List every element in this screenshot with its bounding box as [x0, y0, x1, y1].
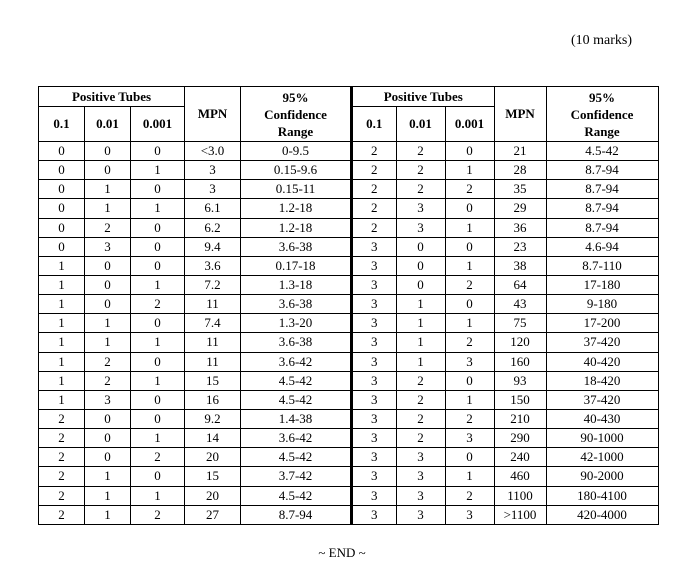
tubes-0.01-cell: 2: [396, 409, 445, 428]
positive-tubes-header: Positive Tubes: [39, 87, 185, 107]
confidence-range-cell: 4.6-94: [546, 237, 658, 256]
tubes-0.1-cell: 3: [353, 390, 396, 409]
mpn-cell: 150: [494, 390, 546, 409]
confidence-range-cell: 90-1000: [546, 429, 658, 448]
tubes-0.001-cell: 2: [445, 409, 494, 428]
confidence-range-cell: 4.5-42: [241, 371, 352, 390]
tubes-0.1-cell: 2: [39, 429, 85, 448]
tubes-0.001-cell: 1: [445, 256, 494, 275]
ci-header-line2: Confidence: [264, 106, 327, 122]
mpn-cell: 9.2: [185, 409, 241, 428]
confidence-range-cell: 37-420: [546, 333, 658, 352]
table-row: [353, 180, 658, 199]
tubes-0.001-cell: 1: [131, 371, 185, 390]
table-row: [353, 409, 658, 428]
positive-tubes-header: Positive Tubes: [353, 87, 494, 107]
tubes-0.01-cell: 3: [396, 467, 445, 486]
tubes-0.01-cell: 1: [85, 199, 131, 218]
table-row: [39, 409, 352, 428]
table-row: [353, 486, 658, 505]
tubes-0.001-cell: 0: [131, 352, 185, 371]
tubes-0.1-cell: 2: [39, 505, 85, 524]
confidence-range-cell: 0.17-18: [241, 256, 352, 275]
mpn-cell: 20: [185, 448, 241, 467]
tubes-0.01-cell: 3: [396, 448, 445, 467]
mpn-cell: 28: [494, 161, 546, 180]
tubes-0.001-cell: 1: [131, 333, 185, 352]
dilution-header: 0.01: [85, 107, 131, 142]
tubes-0.1-cell: 3: [353, 486, 396, 505]
confidence-range-cell: 18-420: [546, 371, 658, 390]
dilution-header: 0.1: [353, 107, 396, 142]
tubes-0.01-cell: 3: [396, 199, 445, 218]
tubes-0.1-cell: 1: [39, 333, 85, 352]
confidence-range-cell: 1.2-18: [241, 199, 352, 218]
tubes-0.01-cell: 0: [85, 275, 131, 294]
table-row: [39, 314, 352, 333]
tubes-0.01-cell: 3: [396, 218, 445, 237]
tubes-0.001-cell: 3: [445, 429, 494, 448]
marks-label: (10 marks): [570, 33, 632, 48]
tubes-0.1-cell: 0: [39, 161, 85, 180]
confidence-range-cell: 3.6-38: [241, 333, 352, 352]
tubes-0.1-cell: 1: [39, 314, 85, 333]
mpn-cell: 64: [494, 275, 546, 294]
table-row: [39, 429, 352, 448]
tubes-0.1-cell: 2: [353, 218, 396, 237]
mpn-cell: 6.2: [185, 218, 241, 237]
tubes-0.1-cell: 3: [353, 314, 396, 333]
confidence-range-cell: 3.6-38: [241, 237, 352, 256]
tubes-0.1-cell: 1: [39, 295, 85, 314]
tubes-0.01-cell: 0: [396, 256, 445, 275]
tubes-0.01-cell: 0: [85, 295, 131, 314]
table-row: [39, 505, 352, 524]
mpn-cell: >1100: [494, 505, 546, 524]
tubes-0.1-cell: 2: [39, 486, 85, 505]
mpn-cell: 14: [185, 429, 241, 448]
mpn-cell: 290: [494, 429, 546, 448]
tubes-0.01-cell: 0: [85, 429, 131, 448]
end-marker: ~ END ~: [318, 545, 366, 560]
mpn-cell: <3.0: [185, 142, 241, 161]
mpn-cell: 27: [185, 505, 241, 524]
confidence-range-cell: 1.3-20: [241, 314, 352, 333]
tubes-0.1-cell: 0: [39, 199, 85, 218]
tubes-0.01-cell: 0: [396, 237, 445, 256]
confidence-range-cell: 0.15-9.6: [241, 161, 352, 180]
table-row: [353, 237, 658, 256]
confidence-range-cell: 8.7-94: [546, 180, 658, 199]
tubes-0.001-cell: 2: [445, 275, 494, 294]
tubes-0.001-cell: 0: [131, 467, 185, 486]
tubes-0.001-cell: 0: [445, 295, 494, 314]
table-row: [353, 199, 658, 218]
mpn-cell: 21: [494, 142, 546, 161]
tubes-0.001-cell: 0: [131, 237, 185, 256]
confidence-range-cell: 8.7-94: [546, 161, 658, 180]
tubes-0.01-cell: 0: [396, 275, 445, 294]
confidence-range-cell: 3.6-42: [241, 429, 352, 448]
table-row: [353, 505, 658, 524]
tubes-0.01-cell: 3: [85, 390, 131, 409]
tubes-0.001-cell: 1: [131, 429, 185, 448]
table-row: [353, 256, 658, 275]
mpn-cell: 20: [185, 486, 241, 505]
tubes-0.001-cell: 0: [131, 218, 185, 237]
tubes-0.001-cell: 0: [131, 390, 185, 409]
tubes-0.001-cell: 2: [131, 295, 185, 314]
table-row: [39, 333, 352, 352]
tubes-0.1-cell: 3: [353, 505, 396, 524]
tubes-0.01-cell: 1: [85, 314, 131, 333]
tubes-0.001-cell: 0: [445, 237, 494, 256]
dilution-header: 0.001: [445, 107, 494, 142]
confidence-range-cell: 3.6-42: [241, 352, 352, 371]
confidence-range-cell: 3.7-42: [241, 467, 352, 486]
tubes-0.001-cell: 1: [131, 275, 185, 294]
tubes-0.1-cell: 0: [39, 218, 85, 237]
tubes-0.01-cell: 2: [396, 429, 445, 448]
tubes-0.001-cell: 1: [445, 218, 494, 237]
tubes-0.1-cell: 3: [353, 256, 396, 275]
tubes-0.1-cell: 3: [353, 295, 396, 314]
table-row: [39, 352, 352, 371]
tubes-0.001-cell: 0: [131, 142, 185, 161]
tubes-0.001-cell: 0: [131, 409, 185, 428]
tubes-0.001-cell: 2: [445, 180, 494, 199]
table-row: [39, 218, 352, 237]
table-row: [353, 352, 658, 371]
tubes-0.001-cell: 2: [445, 333, 494, 352]
table-body-right: [353, 142, 658, 525]
table-row: [39, 142, 352, 161]
tubes-0.1-cell: 2: [39, 409, 85, 428]
tubes-0.01-cell: 1: [396, 352, 445, 371]
table-row: [39, 371, 352, 390]
mpn-cell: 23: [494, 237, 546, 256]
table-body-left: [39, 142, 352, 525]
mpn-cell: 3.6: [185, 256, 241, 275]
table-row: [39, 486, 352, 505]
confidence-range-cell: 90-2000: [546, 467, 658, 486]
tubes-0.01-cell: 1: [396, 333, 445, 352]
mpn-cell: 6.1: [185, 199, 241, 218]
confidence-range-header: [546, 87, 658, 142]
tubes-0.1-cell: 3: [353, 467, 396, 486]
mpn-cell: 11: [185, 352, 241, 371]
ci-header-line1: 95%: [589, 89, 616, 105]
mpn-tables: [38, 86, 656, 525]
mpn-cell: 460: [494, 467, 546, 486]
table-row: [39, 199, 352, 218]
tubes-0.1-cell: 2: [353, 142, 396, 161]
confidence-range-cell: 8.7-94: [546, 218, 658, 237]
confidence-range-cell: 37-420: [546, 390, 658, 409]
tubes-0.01-cell: 2: [85, 218, 131, 237]
confidence-range-cell: 17-200: [546, 314, 658, 333]
confidence-range-cell: 40-430: [546, 409, 658, 428]
tubes-0.001-cell: 0: [445, 448, 494, 467]
tubes-0.001-cell: 0: [445, 371, 494, 390]
tubes-0.1-cell: 3: [353, 371, 396, 390]
tubes-0.01-cell: 3: [85, 237, 131, 256]
tubes-0.01-cell: 0: [85, 161, 131, 180]
tubes-0.01-cell: 2: [396, 161, 445, 180]
tubes-0.01-cell: 1: [396, 314, 445, 333]
tubes-0.01-cell: 0: [85, 409, 131, 428]
tubes-0.1-cell: 2: [353, 180, 396, 199]
ci-header-line3: Range: [584, 123, 620, 139]
tubes-0.01-cell: 3: [396, 505, 445, 524]
tubes-0.001-cell: 2: [131, 448, 185, 467]
mpn-table-left: [38, 86, 353, 525]
tubes-0.01-cell: 2: [85, 371, 131, 390]
tubes-0.01-cell: 1: [85, 333, 131, 352]
table-row: [39, 448, 352, 467]
mpn-cell: 240: [494, 448, 546, 467]
tubes-0.1-cell: 1: [39, 275, 85, 294]
tubes-0.1-cell: 2: [39, 467, 85, 486]
confidence-range-cell: 1.4-38: [241, 409, 352, 428]
tubes-0.1-cell: 3: [353, 448, 396, 467]
table-row: [39, 295, 352, 314]
confidence-range-cell: 4.5-42: [241, 486, 352, 505]
tubes-0.01-cell: 1: [85, 180, 131, 199]
confidence-range-cell: 4.5-42: [241, 448, 352, 467]
tubes-0.001-cell: 1: [445, 161, 494, 180]
tubes-0.1-cell: 1: [39, 256, 85, 275]
ci-header-line3: Range: [277, 123, 314, 139]
mpn-cell: 3: [185, 161, 241, 180]
tubes-0.001-cell: 3: [445, 505, 494, 524]
table-row: [39, 237, 352, 256]
mpn-cell: 15: [185, 467, 241, 486]
confidence-range-cell: 0-9.5: [241, 142, 352, 161]
tubes-0.1-cell: 3: [353, 275, 396, 294]
tubes-0.01-cell: 2: [396, 180, 445, 199]
mpn-cell: 29: [494, 199, 546, 218]
mpn-cell: 16: [185, 390, 241, 409]
table-row: [353, 142, 658, 161]
confidence-range-cell: 180-4100: [546, 486, 658, 505]
mpn-cell: 7.4: [185, 314, 241, 333]
table-row: [353, 371, 658, 390]
tubes-0.001-cell: 1: [445, 314, 494, 333]
tubes-0.1-cell: 2: [39, 448, 85, 467]
tubes-0.1-cell: 2: [353, 161, 396, 180]
tubes-0.001-cell: 0: [131, 180, 185, 199]
tubes-0.001-cell: 1: [445, 390, 494, 409]
table-row: [353, 218, 658, 237]
tubes-0.001-cell: 3: [445, 352, 494, 371]
mpn-table-right: [353, 86, 659, 525]
confidence-range-header: [241, 87, 352, 142]
tubes-0.01-cell: 1: [85, 467, 131, 486]
mpn-cell: 15: [185, 371, 241, 390]
tubes-0.001-cell: 1: [445, 467, 494, 486]
table-row: [39, 161, 352, 180]
mpn-cell: 93: [494, 371, 546, 390]
confidence-range-cell: 420-4000: [546, 505, 658, 524]
mpn-cell: 3: [185, 180, 241, 199]
mpn-cell: 38: [494, 256, 546, 275]
mpn-cell: 35: [494, 180, 546, 199]
table-row: [353, 467, 658, 486]
confidence-range-cell: 1.3-18: [241, 275, 352, 294]
tubes-0.1-cell: 1: [39, 352, 85, 371]
confidence-range-cell: 8.7-110: [546, 256, 658, 275]
mpn-header: MPN: [185, 87, 241, 142]
table-row: [353, 314, 658, 333]
tubes-0.1-cell: 3: [353, 409, 396, 428]
table-row: [353, 295, 658, 314]
tubes-0.1-cell: 0: [39, 180, 85, 199]
tubes-0.001-cell: 2: [445, 486, 494, 505]
confidence-range-cell: 9-180: [546, 295, 658, 314]
tubes-0.01-cell: 0: [85, 448, 131, 467]
table-row: [353, 333, 658, 352]
mpn-cell: 9.4: [185, 237, 241, 256]
confidence-range-cell: 1.2-18: [241, 218, 352, 237]
confidence-range-cell: 40-420: [546, 352, 658, 371]
table-row: [39, 390, 352, 409]
mpn-cell: 120: [494, 333, 546, 352]
tubes-0.001-cell: 0: [131, 256, 185, 275]
tubes-0.01-cell: 2: [396, 142, 445, 161]
tubes-0.01-cell: 2: [85, 352, 131, 371]
tubes-0.01-cell: 0: [85, 142, 131, 161]
tubes-0.01-cell: 1: [85, 505, 131, 524]
tubes-0.1-cell: 1: [39, 371, 85, 390]
tubes-0.01-cell: 2: [396, 371, 445, 390]
tubes-0.001-cell: 1: [131, 199, 185, 218]
mpn-cell: 11: [185, 333, 241, 352]
mpn-cell: 160: [494, 352, 546, 371]
mpn-cell: 210: [494, 409, 546, 428]
mpn-header: MPN: [494, 87, 546, 142]
mpn-cell: 7.2: [185, 275, 241, 294]
table-row: [353, 161, 658, 180]
confidence-range-cell: 4.5-42: [546, 142, 658, 161]
dilution-header: 0.1: [39, 107, 85, 142]
tubes-0.001-cell: 1: [131, 161, 185, 180]
confidence-range-cell: 3.6-38: [241, 295, 352, 314]
confidence-range-cell: 8.7-94: [546, 199, 658, 218]
dilution-header: 0.001: [131, 107, 185, 142]
mpn-cell: 1100: [494, 486, 546, 505]
table-row: [353, 390, 658, 409]
tubes-0.001-cell: 0: [445, 142, 494, 161]
confidence-range-cell: 17-180: [546, 275, 658, 294]
tubes-0.1-cell: 3: [353, 352, 396, 371]
tubes-0.01-cell: 1: [85, 486, 131, 505]
dilution-header: 0.01: [396, 107, 445, 142]
mpn-cell: 43: [494, 295, 546, 314]
tubes-0.001-cell: 0: [445, 199, 494, 218]
table-row: [39, 467, 352, 486]
table-row: [39, 256, 352, 275]
table-row: [353, 429, 658, 448]
confidence-range-cell: 8.7-94: [241, 505, 352, 524]
table-row: [39, 180, 352, 199]
tubes-0.1-cell: 0: [39, 237, 85, 256]
tubes-0.1-cell: 1: [39, 390, 85, 409]
mpn-cell: 75: [494, 314, 546, 333]
tubes-0.1-cell: 3: [353, 429, 396, 448]
tubes-0.1-cell: 0: [39, 142, 85, 161]
tubes-0.01-cell: 1: [396, 295, 445, 314]
mpn-cell: 36: [494, 218, 546, 237]
tubes-0.001-cell: 1: [131, 486, 185, 505]
table-row: [353, 275, 658, 294]
ci-header-line1: 95%: [282, 89, 309, 105]
tubes-0.001-cell: 2: [131, 505, 185, 524]
confidence-range-cell: 42-1000: [546, 448, 658, 467]
ci-header-line2: Confidence: [570, 106, 634, 122]
tubes-0.1-cell: 3: [353, 237, 396, 256]
mpn-cell: 11: [185, 295, 241, 314]
tubes-0.1-cell: 2: [353, 199, 396, 218]
confidence-range-cell: 4.5-42: [241, 390, 352, 409]
tubes-0.01-cell: 2: [396, 390, 445, 409]
tubes-0.1-cell: 3: [353, 333, 396, 352]
tubes-0.01-cell: 3: [396, 486, 445, 505]
table-row: [353, 448, 658, 467]
tubes-0.01-cell: 0: [85, 256, 131, 275]
tubes-0.001-cell: 0: [131, 314, 185, 333]
table-row: [39, 275, 352, 294]
confidence-range-cell: 0.15-11: [241, 180, 352, 199]
